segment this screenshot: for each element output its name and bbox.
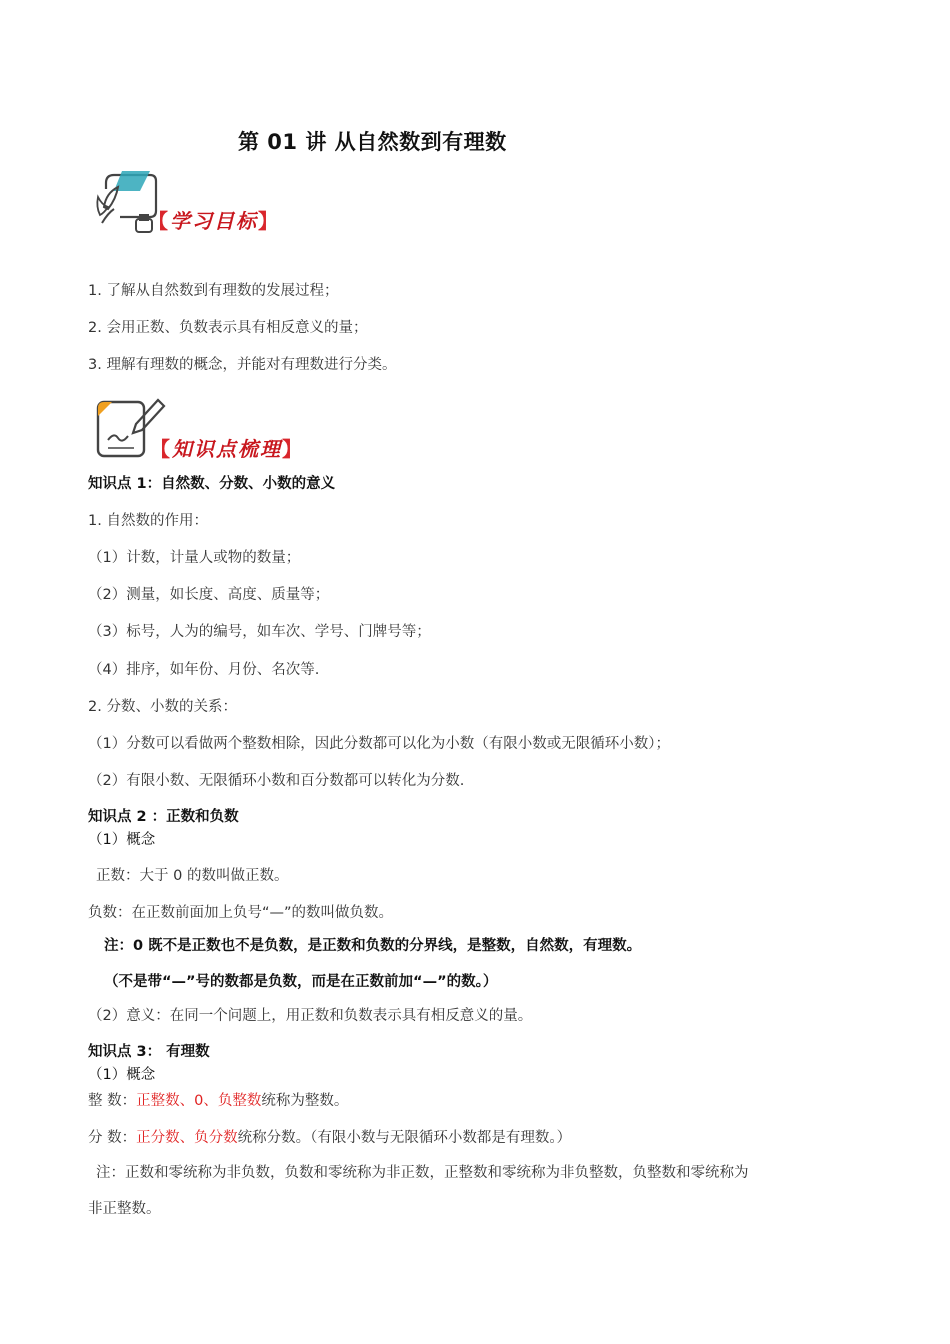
kp1-line: （4）排序，如年份、月份、名次等. (88, 662, 320, 678)
knowledge-badge: 【知识点梳理】 (150, 437, 304, 461)
kp2-negative: 负数：在正数前面加上负号“—”的数叫做负数。 (88, 905, 394, 921)
kp3-integer-line (88, 1089, 348, 1110)
kp2-note: 注：0 既不是正数也不是负数，是正数和负数的分界线，是整数，自然数，有理数。 (104, 938, 642, 954)
kp2-positive: 正数：大于 0 的数叫做正数。 (96, 868, 289, 884)
kp1-heading: 知识点 1：自然数、分数、小数的意义 (88, 476, 336, 492)
kp2-note-paren: （不是带“—”号的数都是负数，而是在正数前加“—”的数。） (104, 974, 498, 990)
fraction-label: 分 数： (88, 1130, 137, 1146)
goal-item: 2. 会用正数、负数表示具有相反意义的量； (88, 320, 368, 336)
kp3-concept: （1）概念 (88, 1067, 156, 1083)
fraction-highlight: 正分数、负分数 (136, 1130, 238, 1146)
kp1-sub2: 2. 分数、小数的关系： (88, 699, 237, 715)
goal-item: 3. 理解有理数的概念，并能对有理数进行分类。 (88, 357, 397, 373)
kp2-heading: 知识点 2 ：正数和负数 (88, 809, 239, 825)
knowledge-badge-text: 知识点梳理 (172, 437, 282, 461)
kp2-concept: （1）概念 (88, 832, 156, 848)
kp3-note-line2: 非正整数。 (88, 1201, 161, 1217)
kp1-line2: （1）分数可以看做两个整数相除，因此分数都可以化为小数（有限小数或无限循环小数）； (88, 736, 670, 752)
kp1-line: （1）计数，计量人或物的数量； (88, 550, 301, 566)
fraction-rest: 统称分数。（有限小数与无限循环小数都是有理数。） (237, 1130, 572, 1146)
goals-badge: 【学习目标】 (148, 209, 280, 233)
goal-item: 1. 了解从自然数到有理数的发展过程； (88, 283, 339, 299)
kp3-note-line1: 注：正数和零统称为非负数，负数和零统称为非正数，正整数和零统称为非负整数，负整数和零统称为 (96, 1165, 749, 1181)
kp3-heading: 知识点 3： 有理数 (88, 1044, 210, 1060)
integer-rest: 统称为整数。 (261, 1093, 349, 1109)
integer-label: 整 数： (88, 1093, 137, 1109)
integer-highlight: 正整数、0、负整数 (136, 1093, 262, 1109)
kp3-fraction-line (88, 1126, 571, 1147)
kp2-meaning: （2）意义：在同一个问题上，用正数和负数表示具有相反意义的量。 (88, 1008, 533, 1024)
goals-badge-text: 学习目标 (170, 209, 258, 233)
page-title: 第 01 讲 从自然数到有理数 (238, 130, 507, 154)
kp1-line: （2）测量，如长度、高度、质量等； (88, 587, 330, 603)
kp1-line: （3）标号，人为的编号，如车次、学号、门牌号等； (88, 624, 431, 640)
kp1-line2: （2）有限小数、无限循环小数和百分数都可以转化为分数. (88, 773, 465, 789)
kp1-sub1: 1. 自然数的作用： (88, 513, 208, 529)
